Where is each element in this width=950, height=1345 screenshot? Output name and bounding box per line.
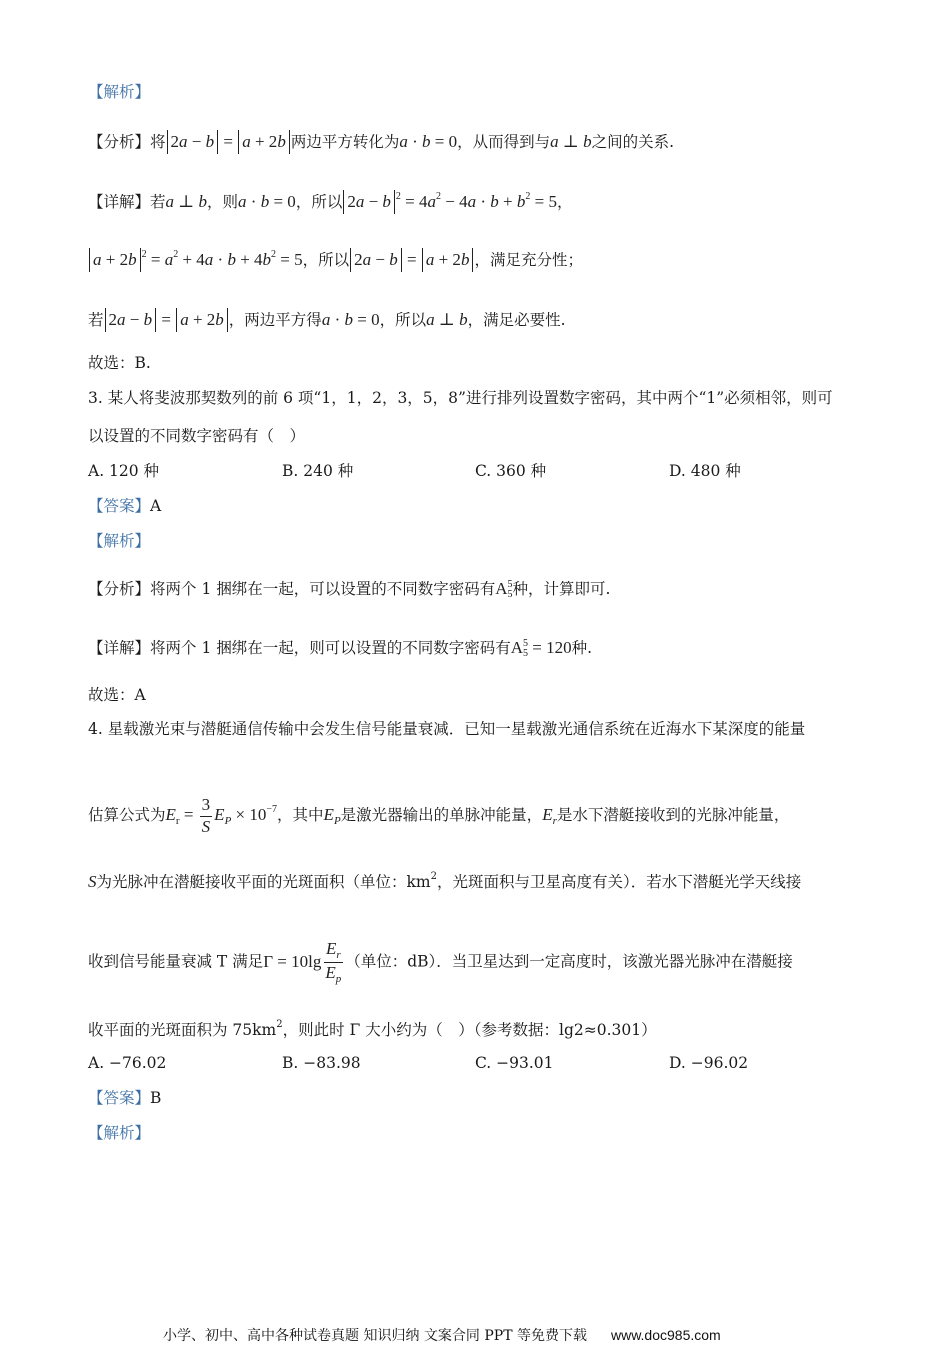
formula-abs-eq: 2a − b = a + 2b: [166, 132, 291, 151]
q3-analysis-heading: 【解析】: [88, 532, 151, 550]
q2-xiangjie-line3: 若 2a − b = a + 2b ，两边平方得a · b = 0，所以a ⊥ b，满足必要性.: [88, 308, 566, 332]
q4-analysis-heading: 【解析】: [88, 1124, 151, 1142]
q3-option-c: C. 360 种: [475, 462, 547, 480]
q3-stem-line2: 以设置的不同数字密码有（ ）: [88, 427, 306, 445]
q4-stem-line4: 收到信号能量衰减 T 满足Γ = 10lg $\frac{E_r}{E_p}$ （单位：dB）．当卫星达到一定高度时，该激光器光脉冲在潜艇接: [88, 939, 793, 986]
q3-xiangjie-line: 【详解】将两个 1 捆绑在一起，则可以设置的不同数字密码有A 5 5 = 120种.: [88, 638, 593, 660]
formula-square-expansion-1: 2a − b $^2 = 4a^2 - 4a \cdot b + b^2 = 5$: [342, 192, 557, 211]
formula-perp: a ⊥ b: [550, 132, 592, 151]
formula-energy: $E_r$ = $\frac{3}{S}$ $E_P \times 10^{-7}$: [165, 795, 278, 836]
q3-option-b: B. 240 种: [282, 462, 354, 480]
q4-answer: 【答案】B: [88, 1089, 162, 1107]
q3-option-a: A. 120 种: [88, 462, 160, 480]
formula-attenuation: Γ = 10lg $\frac{E_r}{E_p}$: [263, 939, 342, 986]
xiangjie-tag: 【详解】: [88, 193, 151, 211]
formula-square-expansion-2: a + 2b $^2 = a^2 + 4a \cdot b + 4b^2 = 5$: [88, 250, 303, 269]
q4-stem-line2: 估算公式为$E_r$ = $\frac{3}{S}$ $E_P \times 10^{-7}$，其中$E_P$是激光器输出的单脉冲能量，$E_r$是水下潜艇接收到的光脉冲能量，: [88, 795, 790, 836]
q3-stem-line1: 3. 某人将斐波那契数列的前 6 项“1，1，2，3，5，8”进行排列设置数字密码，其中两个“1”必须相邻，则可: [88, 389, 833, 407]
q2-choice: 故选：B.: [88, 354, 151, 372]
q4-option-c: C. −93.01: [475, 1054, 554, 1072]
q3-option-d: D. 480 种: [669, 462, 741, 480]
q2-xiangjie-line2: a + 2b $^2 = a^2 + 4a \cdot b + 4b^2 = 5$，所以 2a − b = a + 2b ，满足充分性；: [88, 248, 583, 272]
q3-choice: 故选：A: [88, 686, 146, 704]
formula-arrangement-value: A 5 5 = 120: [510, 638, 572, 660]
q4-stem-line1: 4. 星载激光束与潜艇通信传输中会发生信号能量衰减．已知一星载激光通信系统在近海水下某深度的能量: [88, 720, 806, 738]
q3-fenxi-line: 【分析】将两个 1 捆绑在一起，可以设置的不同数字密码有A 5 5 种，计算即可.: [88, 579, 611, 601]
page-footer: [163, 1325, 721, 1345]
q4-stem-line3: S为光脉冲在潜艇接收平面的光斑面积（单位：$km^2$，光斑面积与卫星高度有关）．若水下潜艇光学天线接: [88, 871, 802, 891]
formula-dot-zero: a · b = 0: [399, 132, 458, 151]
footer-site-link[interactable]: www.doc985.com: [610, 1327, 721, 1343]
footer-text: 小学、初中、高中各种试卷真题 知识归纳 文案合同 PPT 等免费下载: [163, 1328, 587, 1344]
q2-xiangjie-line1: 【详解】若a ⊥ b，则a · b = 0，所以 2a − b $^2 = 4a^2 - 4a \cdot b + b^2 = 5$，: [88, 190, 572, 214]
q2-fenxi-line: 【分析】将 2a − b = a + 2b 两边平方转化为a · b = 0，从而得到与a ⊥ b之间的关系.: [88, 130, 674, 154]
q2-analysis-heading: 【解析】: [88, 83, 151, 101]
fenxi-tag: 【分析】: [88, 133, 151, 151]
q3-answer: 【答案】A: [88, 497, 162, 515]
q4-stem-line5: 收平面的光斑面积为 $75km^2$，则此时 Γ 大小约为（ ）（参考数据：lg2≈0.301）: [88, 1019, 657, 1039]
q4-option-b: B. −83.98: [282, 1054, 361, 1072]
q4-option-a: A. −76.02: [88, 1054, 167, 1072]
formula-arrangement: A 5 5: [495, 579, 513, 601]
q4-option-d: D. −96.02: [669, 1054, 749, 1072]
